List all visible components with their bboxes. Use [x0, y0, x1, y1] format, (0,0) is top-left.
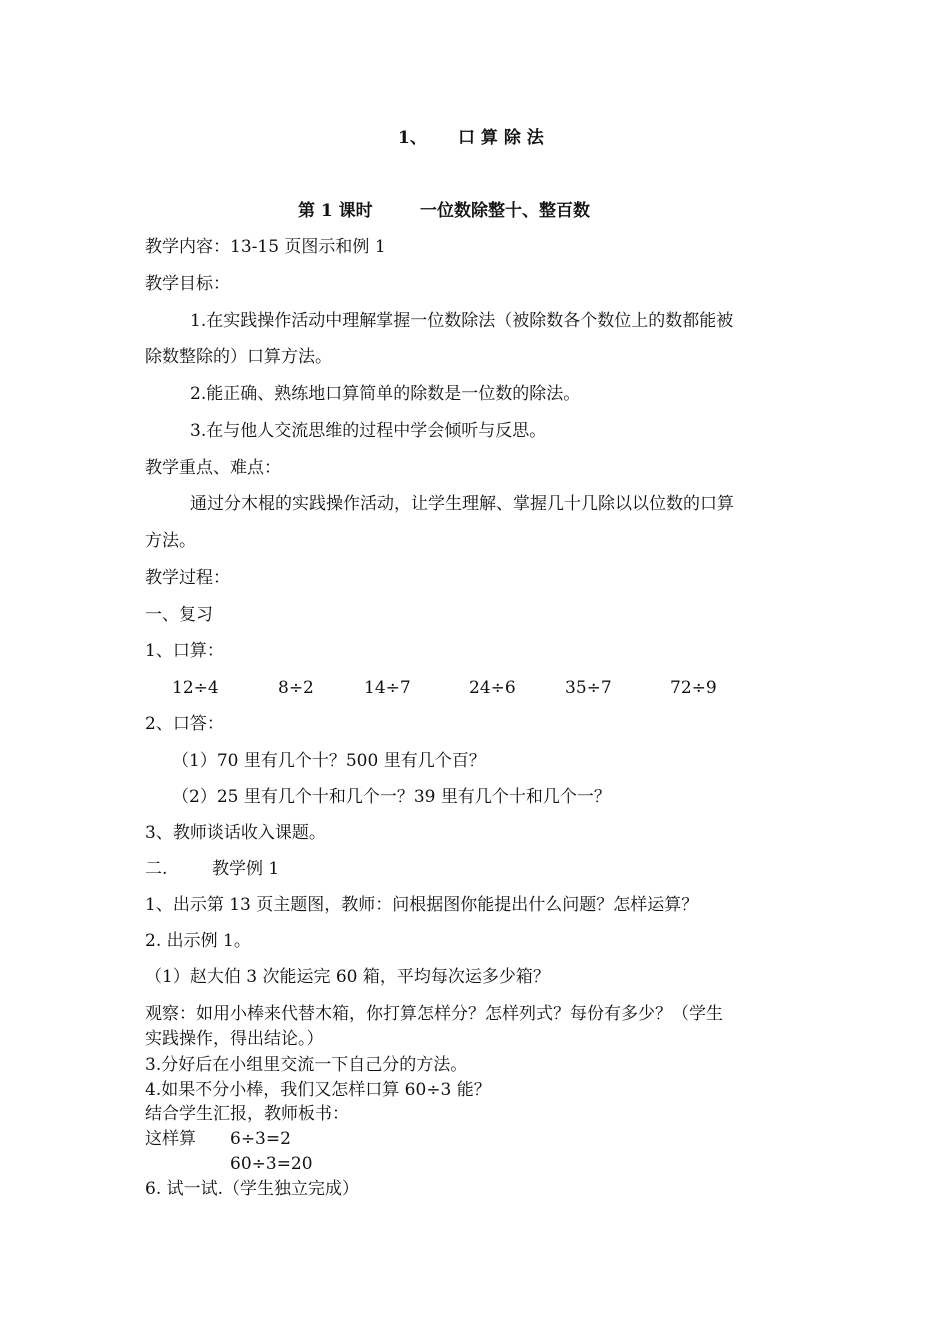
- example-question: （1）赵大伯 3 次能运完 60 箱，平均每次运多少箱？: [145, 967, 550, 987]
- oral-answer-label: 2、口答：: [145, 714, 224, 734]
- question-1: （1）70 里有几个十？500 里有几个百？: [172, 751, 486, 771]
- intro-step: 3、教师谈话收入课题。: [145, 823, 326, 843]
- board-equation-1: 6÷3=2: [230, 1129, 291, 1149]
- goal-1-line-a: 1.在实践操作活动中理解掌握一位数除法（被除数各个数位上的数都能被: [190, 311, 734, 331]
- goal-2: 2.能正确、熟练地口算简单的除数是一位数的除法。: [190, 384, 581, 404]
- step-3: 3.分好后在小组里交流一下自己分的方法。: [145, 1055, 468, 1075]
- step-1: 1、出示第 13 页主题图，教师：问根据图你能提出什么问题？怎样运算？: [145, 895, 699, 915]
- calc-item: 8÷2: [278, 678, 314, 698]
- calc-item: 24÷6: [469, 678, 516, 698]
- key-points-label: 教学重点、难点：: [145, 458, 281, 478]
- teach-number: 二.: [145, 859, 168, 879]
- observe-line-a: 观察：如用小棒来代替木箱，你打算怎样分？怎样列式？每份有多少？（学生: [145, 1004, 723, 1024]
- heading-number: 1、: [398, 128, 427, 148]
- observe-line-b: 实践操作，得出结论。）: [145, 1029, 324, 1049]
- calc-item: 72÷9: [670, 678, 717, 698]
- goals-label: 教学目标：: [145, 274, 230, 294]
- goal-1-line-b: 除数整除的）口算方法。: [145, 347, 332, 367]
- process-label: 教学过程：: [145, 568, 230, 588]
- heading-title: 口 算 除 法: [458, 128, 544, 148]
- step-4: 4.如果不分小棒，我们又怎样口算 60÷3 能？: [145, 1080, 491, 1100]
- step-2: 2. 出示例 1。: [145, 931, 251, 951]
- board-prefix: 这样算: [145, 1129, 196, 1149]
- calc-item: 14÷7: [364, 678, 411, 698]
- board-equation-2: 60÷3=20: [230, 1154, 313, 1174]
- content-label: 教学内容：13-15 页图示和例 1: [145, 237, 386, 257]
- question-2: （2）25 里有几个十和几个一？39 里有几个十和几个一？: [172, 787, 611, 807]
- step-6: 6. 试一试.（学生独立完成）: [145, 1179, 360, 1199]
- goal-3: 3.在与他人交流思维的过程中学会倾听与反思。: [190, 421, 547, 441]
- key-points-line-a: 通过分木棍的实践操作活动，让学生理解、掌握几十几除以以位数的口算: [190, 494, 734, 514]
- board-label: 结合学生汇报，教师板书：: [145, 1104, 349, 1124]
- teach-label: 教学例 1: [212, 859, 280, 879]
- calc-item: 35÷7: [565, 678, 612, 698]
- key-points-line-b: 方法。: [145, 531, 196, 551]
- calc-item: 12÷4: [172, 678, 219, 698]
- oral-calc-label: 1、口算：: [145, 641, 224, 661]
- review-label: 一、复习: [145, 605, 213, 625]
- lesson-topic: 一位数除整十、整百数: [420, 201, 590, 221]
- lesson-label: 第 1 课时: [298, 201, 373, 221]
